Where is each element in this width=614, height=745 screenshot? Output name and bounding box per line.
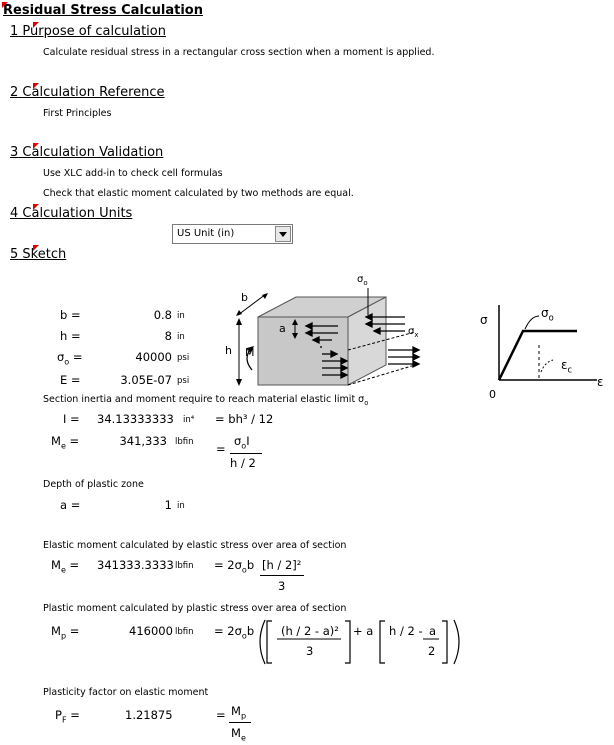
section-4-heading bbox=[10, 206, 132, 221]
elastic-limit-heading: Section inertia and moment require to reach material elastic limit $\sigma_o$ bbox=[43, 394, 369, 407]
E-value[interactable]: 3.05E-07 bbox=[120, 373, 172, 387]
plastic-moment-den2: 2 bbox=[428, 644, 436, 658]
section-label: Sketch bbox=[22, 247, 67, 262]
section-label: Calculation Validation bbox=[22, 145, 164, 160]
sketch-M-label: M bbox=[245, 346, 255, 359]
a-label: a = bbox=[60, 498, 81, 512]
units-selected-value: US Unit (in) bbox=[177, 228, 235, 239]
elastic-moment-formula: = $2\sigma_ob$ bbox=[214, 558, 255, 575]
sigma-value[interactable]: 40000 bbox=[135, 350, 172, 364]
plasticity-num: $M_p$ bbox=[231, 704, 247, 721]
fraction-line bbox=[229, 722, 251, 723]
plasticity-formula-eq: = bbox=[216, 708, 226, 722]
h-value[interactable]: 8 bbox=[164, 329, 172, 343]
fraction-line bbox=[260, 575, 304, 576]
plastic-moment-formula: = $2\sigma_ob$ bbox=[214, 624, 255, 641]
elastic-moment-heading: Elastic moment calculated by elastic stress over area of section bbox=[43, 540, 347, 551]
Me-unit: lbfin bbox=[175, 437, 194, 447]
plastic-moment-unit: lbfin bbox=[175, 627, 194, 637]
graph-eps-c-label: $\varepsilon_c$ bbox=[561, 358, 573, 375]
elastic-moment-num: [h / 2]² bbox=[262, 558, 302, 572]
plastic-moment-value: 416000 bbox=[129, 624, 173, 638]
plasticity-heading: Plasticity factor on elastic moment bbox=[43, 687, 209, 698]
sketch-a-label: a bbox=[279, 322, 286, 335]
sketch-b-label: b bbox=[241, 291, 248, 304]
section-number: 2 bbox=[10, 85, 19, 100]
plastic-moment-num1: (h / 2 - a)² bbox=[281, 624, 339, 638]
section-label: Purpose of calculation bbox=[22, 24, 166, 39]
a-unit: in bbox=[177, 501, 185, 511]
reference-text: First Principles bbox=[43, 108, 112, 119]
section-label: Calculation Units bbox=[22, 206, 133, 221]
h-unit: in bbox=[177, 332, 185, 342]
plasticity-label: $P_F$ = bbox=[55, 708, 80, 725]
sketch-h-label: h bbox=[225, 344, 232, 357]
validation-text-1: Use XLC add-in to check cell formulas bbox=[43, 168, 223, 179]
section-label: Calculation Reference bbox=[22, 85, 165, 100]
plastic-moment-label: $M_p$ = bbox=[51, 624, 80, 641]
b-unit: in bbox=[177, 311, 185, 321]
graph-eps-axis-label: ε bbox=[597, 375, 604, 389]
section-number: 4 bbox=[10, 206, 19, 221]
Me-formula-num: $\sigma_oI$ bbox=[234, 434, 250, 451]
comment-marker[interactable] bbox=[33, 143, 39, 149]
elastic-moment-unit: lbfin bbox=[175, 561, 194, 571]
elastic-moment-label: $M_e$ = bbox=[51, 558, 80, 575]
purpose-text: Calculate residual stress in a rectangular cross section when a moment is applied. bbox=[43, 47, 435, 58]
Me-formula-den: h / 2 bbox=[230, 456, 256, 470]
I-label: I = bbox=[63, 412, 80, 426]
E-unit: psi bbox=[177, 376, 190, 386]
graph-origin-label: 0 bbox=[489, 388, 496, 401]
plastic-zone-heading: Depth of plastic zone bbox=[43, 479, 144, 490]
plastic-moment-heading: Plastic moment calculated by plastic stress over area of section bbox=[43, 603, 347, 614]
elastic-moment-value: 341333.3333 bbox=[97, 558, 174, 572]
comment-marker[interactable] bbox=[33, 83, 39, 89]
b-value[interactable]: 0.8 bbox=[153, 308, 172, 322]
I-unit: in⁴ bbox=[183, 415, 195, 425]
I-value: 34.13333333 bbox=[97, 412, 174, 426]
fraction-line bbox=[230, 453, 262, 454]
sigma-unit: psi bbox=[177, 353, 190, 363]
h-label: h = bbox=[60, 329, 81, 343]
comment-marker[interactable] bbox=[33, 245, 39, 251]
units-dropdown[interactable] bbox=[172, 224, 293, 244]
a-value[interactable]: 1 bbox=[164, 498, 172, 512]
graph-sigma-o-label: $\sigma_o$ bbox=[541, 306, 554, 323]
sigma-label: $\sigma_o$ = bbox=[57, 350, 83, 367]
comment-marker[interactable] bbox=[33, 204, 39, 210]
plasticity-value: 1.21875 bbox=[125, 708, 173, 722]
beam-sketch bbox=[220, 270, 435, 395]
E-label: E = bbox=[60, 373, 81, 387]
Me-value: 341,333 bbox=[119, 434, 167, 448]
chevron-down-icon[interactable] bbox=[275, 226, 291, 242]
I-formula: = bh³ / 12 bbox=[215, 412, 274, 426]
plastic-moment-num2: h / 2 - bbox=[389, 624, 423, 638]
elastic-moment-den: 3 bbox=[278, 579, 286, 593]
section-number: 5 bbox=[10, 247, 19, 262]
section-number: 1 bbox=[10, 24, 19, 39]
Me-label: $M_e$ = bbox=[51, 434, 80, 451]
validation-text-2: Check that elastic moment calculated by two methods are equal. bbox=[43, 188, 354, 199]
b-label: b = bbox=[60, 308, 81, 322]
section-number: 3 bbox=[10, 145, 19, 160]
plasticity-den: $M_e$ bbox=[231, 726, 246, 743]
page-title: Residual Stress Calculation bbox=[3, 3, 203, 18]
graph-sigma-axis-label: σ bbox=[480, 313, 488, 327]
plastic-moment-a-num: a bbox=[429, 624, 437, 638]
comment-marker[interactable] bbox=[2, 2, 8, 8]
Me-formula-eq: = bbox=[216, 442, 226, 456]
comment-marker[interactable] bbox=[33, 22, 39, 28]
plastic-moment-plus: + a bbox=[353, 624, 374, 638]
plastic-moment-den1: 3 bbox=[306, 644, 314, 658]
sketch-sigma-x-label: $\sigma_x$ bbox=[408, 326, 419, 339]
sketch-sigma-top-label: $\sigma_o$ bbox=[357, 274, 368, 287]
